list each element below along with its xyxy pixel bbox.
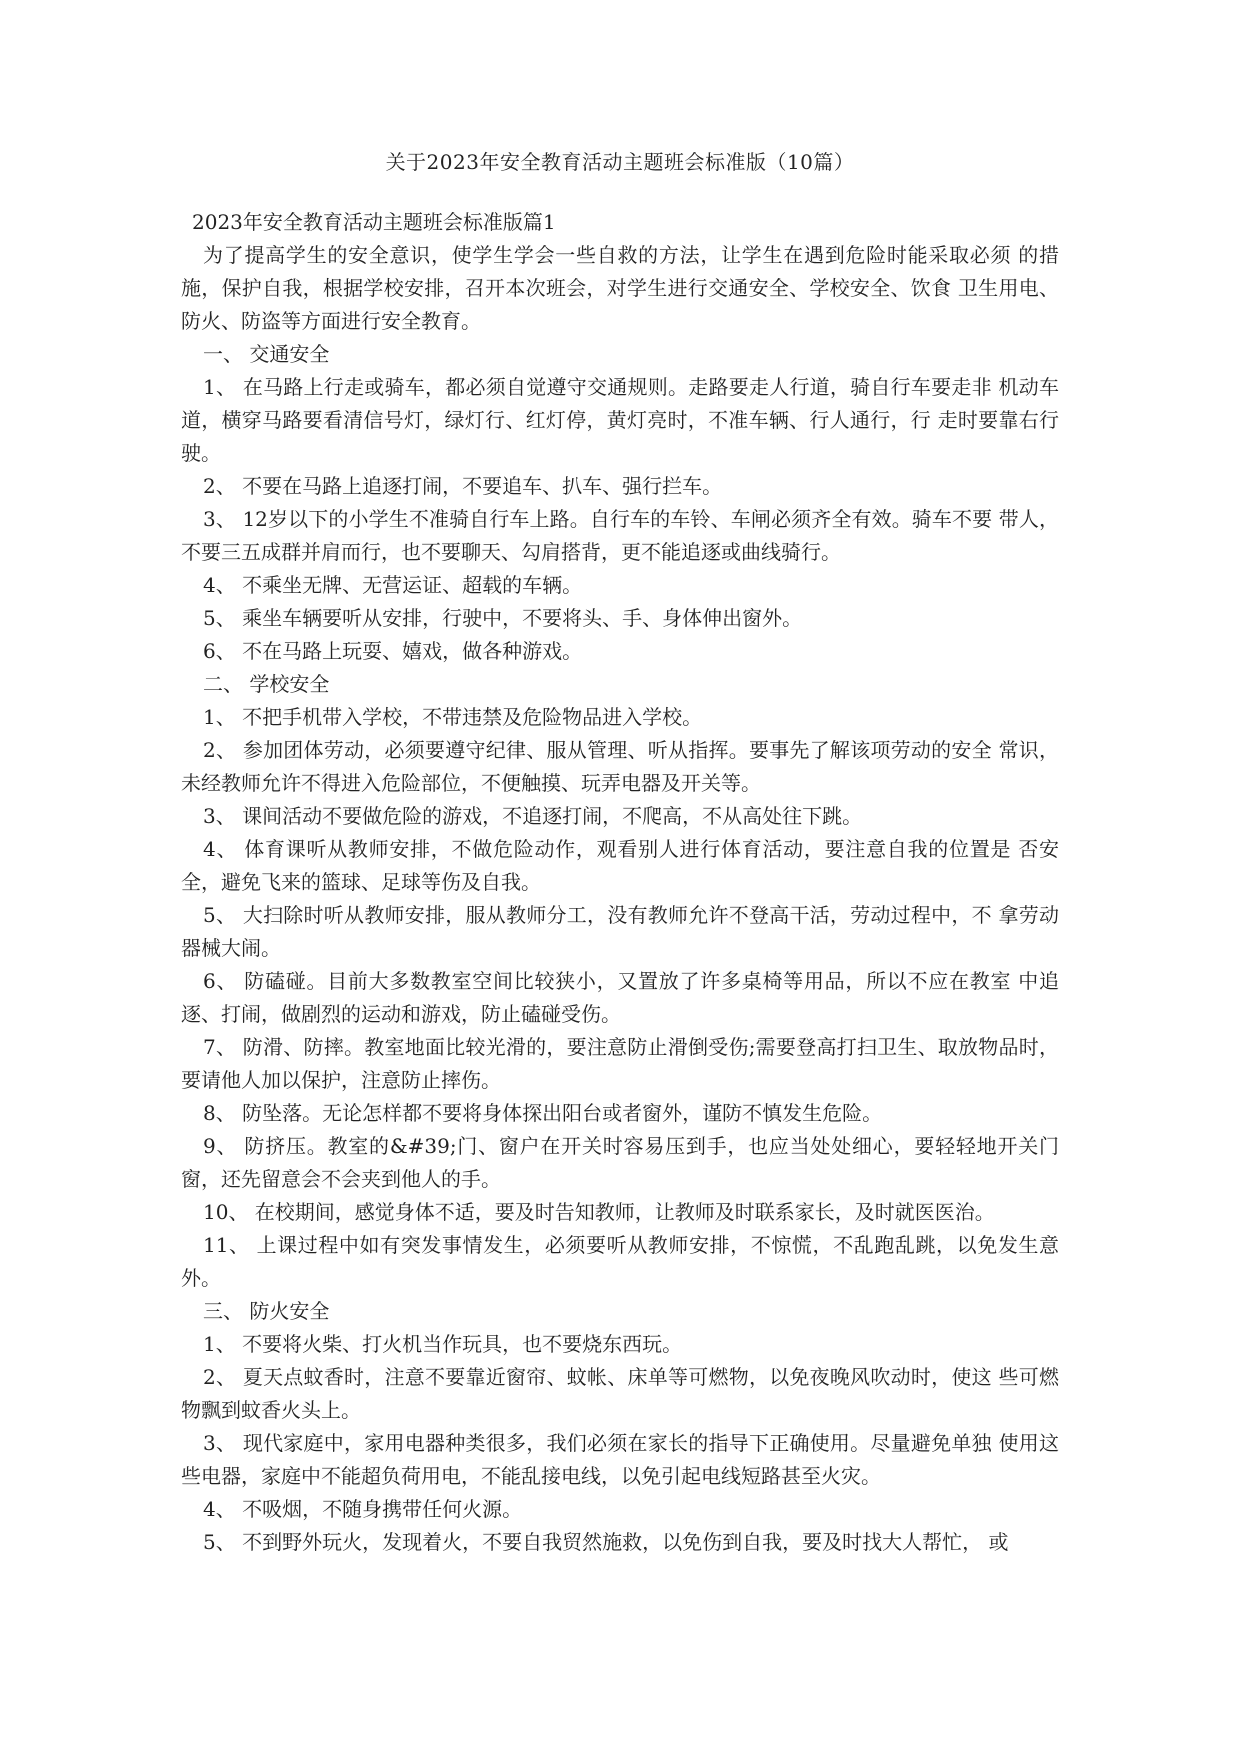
list-item: 4、 体育课听从教师安排，不做危险动作，观看别人进行体育活动，要注意自我的位置是 否安全，避免飞来的篮球、足球等伤及自我。 (181, 837, 1059, 894)
section-subtitle: 2023年安全教育活动主题班会标准版篇1 (192, 210, 556, 234)
list-item: 10、 在校期间，感觉身体不适，要及时告知教师，让教师及时联系家长，及时就医医治。 (203, 1200, 995, 1224)
list-item: 3、 12岁以下的小学生不准骑自行车上路。自行车的车铃、车闸必须齐全有效。骑车不要 带人，不要三五成群并肩而行，也不要聊天、勾肩搭背，更不能追逐或曲线骑行。 (181, 507, 1059, 564)
list-item: 4、 不吸烟，不随身携带任何火源。 (203, 1497, 523, 1521)
section-heading-traffic: 一、 交通安全 (203, 342, 330, 366)
list-item: 3、 课间活动不要做危险的游戏，不追逐打闹，不爬高，不从高处往下跳。 (203, 804, 863, 828)
list-item: 2、 夏天点蚊香时，注意不要靠近窗帘、蚊帐、床单等可燃物，以免夜晚风吹动时，使这 些可燃物飘到蚊香火头上。 (181, 1365, 1059, 1422)
section-heading-fire: 三、 防火安全 (203, 1299, 330, 1323)
list-item: 1、 不要将火柴、打火机当作玩具，也不要烧东西玩。 (203, 1332, 683, 1356)
section-heading-school: 二、 学校安全 (203, 672, 330, 696)
list-item: 5、 不到野外玩火，发现着火，不要自我贸然施救，以免伤到自我，要及时找大人帮忙， 或 (203, 1530, 1009, 1554)
list-item: 9、 防挤压。教室的&#39;门、窗户在开关时容易压到手，也应当处处细心，要轻轻地开关门窗，还先留意会不会夹到他人的手。 (181, 1134, 1059, 1191)
list-item: 6、 防磕碰。目前大多数教室空间比较狭小，又置放了许多桌椅等用品，所以不应在教室 中追逐、打闹，做剧烈的运动和游戏，防止磕碰受伤。 (181, 969, 1059, 1026)
intro-paragraph: 为了提高学生的安全意识，使学生学会一些自救的方法，让学生在遇到危险时能采取必须 的措施，保护自我，根据学校安排，召开本次班会，对学生进行交通安全、学校安全、饮食 卫生用电、防火、防盗等方面进行安全教育。 (181, 243, 1059, 333)
list-item: 5、 乘坐车辆要听从安排，行驶中，不要将头、手、身体伸出窗外。 (203, 606, 803, 630)
list-item: 1、 不把手机带入学校，不带违禁及危险物品进入学校。 (203, 705, 703, 729)
list-item: 7、 防滑、防摔。教室地面比较光滑的，要注意防止滑倒受伤;需要登高打扫卫生、取放物品时，要请他人加以保护，注意防止摔伤。 (181, 1035, 1059, 1092)
list-item: 11、 上课过程中如有突发事情发生，必须要听从教师安排，不惊慌，不乱跑乱跳，以免发生意外。 (181, 1233, 1059, 1290)
list-item: 8、 防坠落。无论怎样都不要将身体探出阳台或者窗外，谨防不慎发生危险。 (203, 1101, 883, 1125)
document-body (181, 206, 1059, 1559)
list-item: 2、 不要在马路上追逐打闹，不要追车、扒车、强行拦车。 (203, 474, 723, 498)
list-item: 6、 不在马路上玩耍、嬉戏，做各种游戏。 (203, 639, 583, 663)
list-item: 4、 不乘坐无牌、无营运证、超载的车辆。 (203, 573, 583, 597)
document-title: 关于2023年安全教育活动主题班会标准版（10篇） (385, 150, 855, 174)
list-item: 3、 现代家庭中，家用电器种类很多，我们必须在家长的指导下正确使用。尽量避免单独 使用这些电器，家庭中不能超负荷用电，不能乱接电线，以免引起电线短路甚至火灾。 (181, 1431, 1059, 1488)
list-item: 1、 在马路上行走或骑车，都必须自觉遵守交通规则。走路要走人行道，骑自行车要走非 机动车道，横穿马路要看清信号灯，绿灯行、红灯停，黄灯亮时，不准车辆、行人通行，行 走时要靠右行驶。 (181, 375, 1059, 465)
list-item: 5、 大扫除时听从教师安排，服从教师分工，没有教师允许不登高干活，劳动过程中，不 拿劳动器械大闹。 (181, 903, 1059, 960)
list-item: 2、 参加团体劳动，必须要遵守纪律、服从管理、听从指挥。要事先了解该项劳动的安全 常识，未经教师允许不得进入危险部位，不便触摸、玩弄电器及开关等。 (181, 738, 1059, 795)
